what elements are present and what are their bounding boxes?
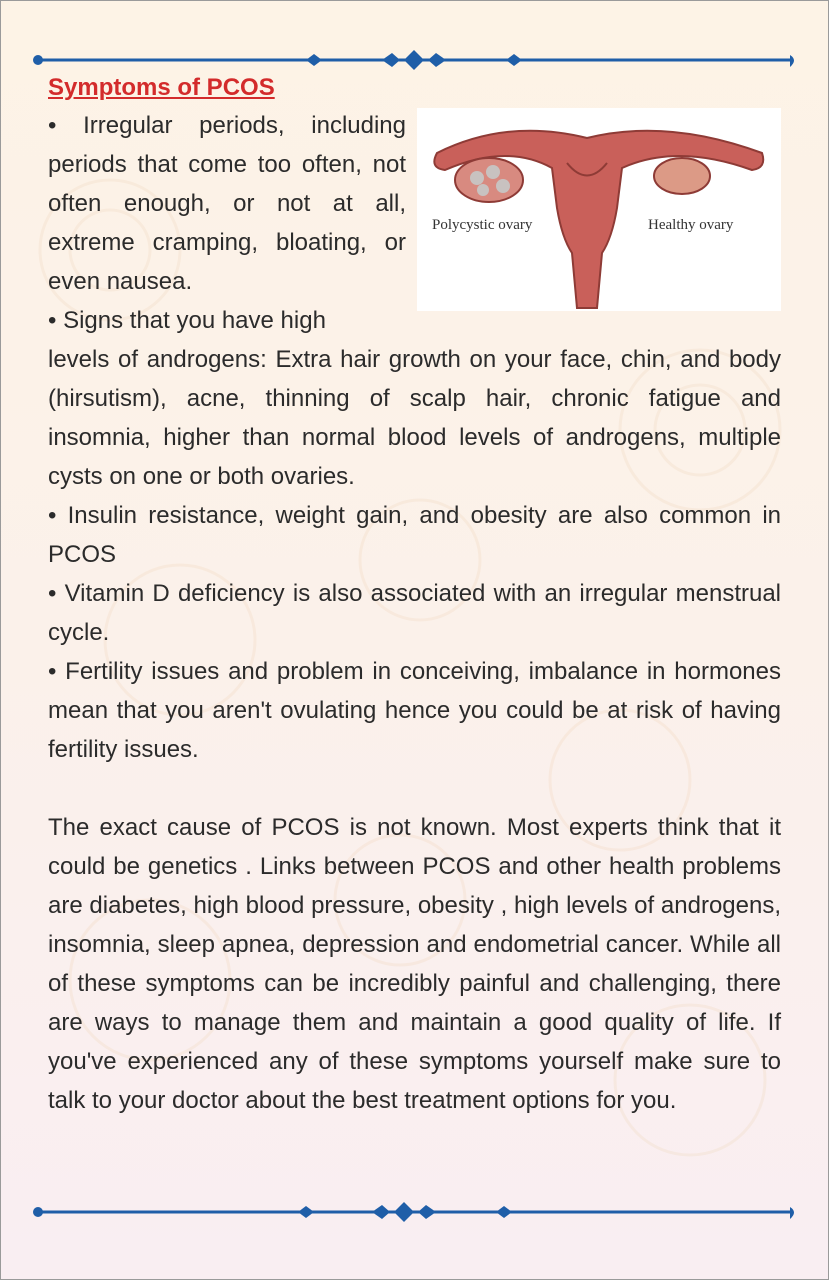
- bullet-androgens-start: • Signs that you have high: [48, 307, 326, 334]
- bullet-irregular-periods: • Irregular periods, including periods that come too often, not often enough, or not at all, extreme cramping, bloating, or even nausea. • Signs that you have high: [48, 106, 406, 340]
- causes-paragraph: The exact cause of PCOS is not known. Most experts think that it could be genetics . Links between PCOS and other health problems are diabetes, high blood pressure, obesity , high levels of androgens, insomnia, sleep apnea, depression and endometrial cancer. While all of these symptoms can be incredibly painful and challenging, there are ways to manage them and maintain a good quality of life. If you've experienced any of these symptoms yourself make sure to talk to your doctor about the best treatment options for you.: [48, 814, 781, 1114]
- bottom-ornamental-divider: [30, 1197, 798, 1227]
- polycystic-ovary-label: Polycystic ovary: [432, 217, 533, 233]
- bullet-insulin-resistance: • Insulin resistance, weight gain, and obesity are also common in PCOS: [48, 502, 781, 568]
- bullet-fertility: • Fertility issues and problem in conceiving, imbalance in hormones mean that you aren't ovulating hence you could be at risk of having fertility issues.: [48, 658, 781, 763]
- section-title: Symptoms of PCOS: [48, 74, 275, 101]
- healthy-ovary-label: Healthy ovary: [648, 217, 734, 233]
- bullet-androgens-rest: levels of androgens: Extra hair growth on your face, chin, and body (hirsutism), acne, thinning of scalp hair, chronic fatigue and insomnia, higher than normal blood levels of androgens, multiple cysts on one or both ovaries.: [48, 346, 781, 490]
- bullet-vitamin-d: • Vitamin D deficiency is also associated with an irregular menstrual cycle.: [48, 580, 781, 646]
- uterus-ovary-illustration: [417, 108, 781, 311]
- uterus-diagram-icon: [417, 108, 781, 311]
